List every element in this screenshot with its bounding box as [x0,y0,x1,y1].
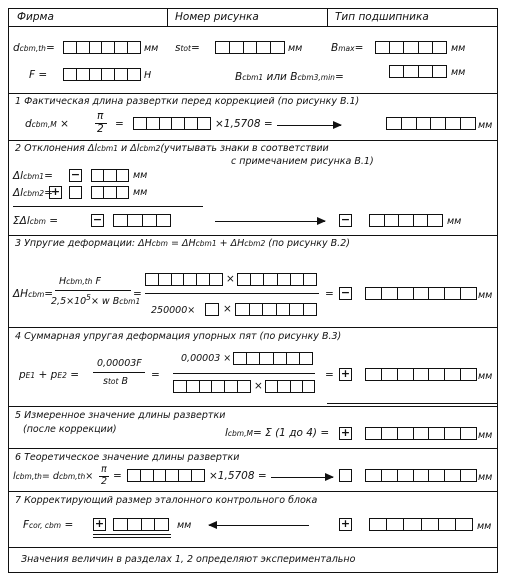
section-3-title: 3 Упругие деформации: ΔHcbm = ΔHcbm1 + ΔHcbm2 (по рисунку В.2) [15,238,350,249]
equals-sign: = [133,288,142,300]
section-3-result[interactable] [365,287,477,300]
section-2-result[interactable] [369,214,443,227]
sum-dl-input[interactable] [113,214,171,227]
section-5-title: 5 Измеренное значение длины развертки [15,410,226,421]
dl-cbm2-input[interactable] [91,186,129,199]
h-cbm-th-input[interactable] [145,273,223,286]
section-7-title: 7 Корректирующий размер эталонного контрольного блока [15,495,318,506]
d-cbm-m-label: dcbm,M × [25,118,69,130]
sign-plus[interactable]: + [94,517,105,530]
divider [9,406,497,407]
w-input[interactable] [205,303,219,316]
divider [9,26,497,27]
divider [9,327,497,328]
f-input-copy[interactable] [237,273,317,286]
f-input[interactable] [63,68,141,81]
den-constant: 250000× [151,305,196,316]
times-sign: × [226,273,235,285]
divider [9,93,497,94]
d-cbm-th-input[interactable] [63,41,141,54]
dl-cbm1-label: Δlcbm1= [13,170,53,182]
section-5-title-cont: (после коррекции) [23,424,117,435]
result-underline [327,403,497,404]
pe-denominator: stot B [103,376,128,387]
unit-mm: мм [478,371,493,382]
section-4-title: 4 Суммарная упругая деформация упорных пят (по рисунку В.3) [15,331,342,342]
factor-text: ×1,5708 = [215,118,273,130]
sign-box[interactable] [69,186,82,199]
f-cor-cbm-input[interactable] [113,518,169,531]
fraction-bar [145,293,319,294]
section-2-title-cont: с примечанием рисунка В.1) [231,156,374,167]
f-input-copy[interactable] [233,352,313,365]
b-cbm1-input[interactable] [235,303,317,316]
pi-symbol: π [97,110,104,122]
unit-mm: мм [478,120,493,131]
s-tot-input-copy[interactable] [173,380,251,393]
l-cbm-th-input[interactable] [127,469,205,482]
bearing-calculation-form [8,8,498,573]
b-max-input[interactable] [375,41,447,54]
unit-mm: мм [478,472,493,483]
arrow-right [277,125,341,126]
equals-sign: = [325,369,334,381]
footer-note: Значения величин в разделах 1, 2 определяют экспериментально [21,554,356,565]
l-cbm-m-label: lcbm,M= Σ (1 до 4) = [225,427,330,439]
two-symbol: 2 [101,476,108,487]
header-figure-number: Номер рисунка [175,11,259,23]
unit-mm: мм [144,43,159,54]
equals-sign: = [151,369,160,381]
equals-sign: = [325,288,334,300]
header-firm: Фирма [17,11,54,23]
divider [9,547,497,548]
pi-symbol: π [101,464,107,475]
times-sign: × [254,380,263,392]
d-cbm-th-label: dcbm,th= [13,42,55,54]
sign-plus[interactable]: + [340,367,351,380]
s-tot-input[interactable] [215,41,285,54]
sign-minus[interactable]: − [70,168,81,181]
pe-numerator: 0,00003F [97,358,142,369]
fraction-bar [173,373,315,374]
unit-mm: мм [478,430,493,441]
d-cbm-m-input[interactable] [133,117,211,130]
divider [327,9,328,26]
unit-mm: мм [478,290,493,301]
divider [9,235,497,236]
sum-dl-label: ΣΔlcbm = [13,215,59,227]
unit-mm: мм [288,43,303,54]
divider [167,9,168,26]
b-max-label: Bmax= [331,42,364,54]
dh-numerator: Hcbm,th F [59,276,101,287]
section-7-result[interactable] [369,518,473,531]
sign-plus[interactable]: + [340,517,351,530]
divider [9,140,497,141]
b-cbm-input[interactable] [389,65,447,78]
sign-minus[interactable]: − [340,286,351,299]
b-cbm-label: Bcbm1 или Bcbm3,min= [235,71,344,83]
arrow-right [215,221,325,222]
sign-plus[interactable]: + [340,426,351,439]
unit-mm: мм [177,520,192,531]
double-underline [93,534,171,535]
unit-mm: мм [451,67,466,78]
s-tot-label: stot= [175,42,200,54]
arrow-left [209,525,309,526]
dl-cbm1-input[interactable] [91,169,129,182]
pe-label: pE1 + pE2 = [19,369,79,381]
header-bearing-type: Тип подшипника [335,11,429,23]
section-2-title: 2 Отклонения Δlcbm1 и Δlcbm2(учитывать знаки в соответствии [15,143,329,154]
dh-denominator: $2,5\times 10^5\times w$ Bcbm1 [51,293,141,308]
dl-cbm2-label: Δlcbm2= [13,187,53,199]
f-cor-cbm-label: Fcor, cbm = [23,519,74,531]
equals-sign: = [113,470,122,482]
divider [9,491,497,492]
section-1-title: 1 Фактическая длина развертки перед коррекцией (по рисунку В.1) [15,96,360,107]
sign-plus[interactable]: + [50,185,61,198]
section-4-result[interactable] [365,368,477,381]
f-label: F = [29,69,48,81]
unit-mm: мм [447,216,462,227]
unit-n: Н [144,70,152,81]
section-5-result[interactable] [365,427,477,440]
equals-sign: = [115,118,124,130]
divider [9,448,497,449]
double-underline [93,537,171,538]
fraction-bar [55,290,131,291]
factor-text: ×1,5708 = [209,470,267,482]
sign-minus[interactable]: − [340,213,351,226]
two-symbol: 2 [97,123,104,135]
unit-mm: мм [133,187,148,198]
unit-mm: мм [133,170,148,181]
section-6-title: 6 Теоретическое значение длины развертки [15,452,240,463]
section-6-result[interactable] [365,469,477,482]
b-input-copy[interactable] [265,380,315,393]
sign-box[interactable] [339,469,352,482]
l-cbm-th-label: lcbm,th= dcbm,th× [13,471,94,482]
dh-cbm-label: ΔHcbm= [13,288,54,300]
pe-num-const: 0,00003 × [181,353,232,364]
arrow-right [271,477,333,478]
unit-mm: мм [451,43,466,54]
sign-minus[interactable]: − [92,213,103,226]
times-sign: × [223,303,232,315]
sum-underline [13,206,203,207]
fraction-bar [93,372,145,373]
section-1-result[interactable] [386,117,476,130]
unit-mm: мм [477,521,492,532]
